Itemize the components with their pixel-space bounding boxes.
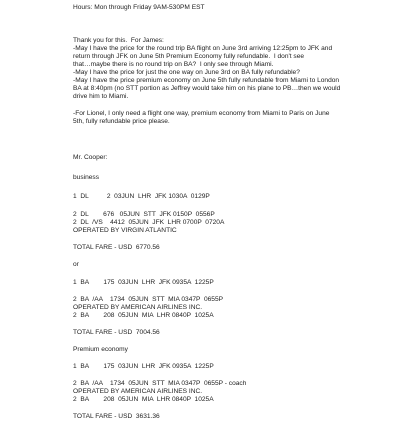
hours-line: Hours: Mon through Friday 9AM-530PM EST <box>73 4 205 11</box>
flight-segment: 1 BA 175 03JUN LHR JFK 0935A 1225P <box>73 279 214 286</box>
request-line: -May I have the price premium economy on June 5th fully refundable from Miami to London <box>73 77 340 84</box>
total-fare: TOTAL FARE - USD 6770.56 <box>73 244 160 251</box>
operated-by-note: OPERATED BY AMERICAN AIRLINES INC. <box>73 304 203 311</box>
separator-word: or <box>73 261 79 268</box>
lionel-request-line: 5th, fully refundable price please. <box>73 118 170 125</box>
request-line: BA at 8:40pm (no STT portion as Jeffrey would take him on his plane to PB…then we would <box>73 85 341 92</box>
total-fare: TOTAL FARE - USD 7004.56 <box>73 329 160 336</box>
salutation: Mr. Cooper: <box>73 154 108 161</box>
section-heading: business <box>73 174 100 181</box>
total-fare: TOTAL FARE - USD 3631.36 <box>73 413 160 420</box>
request-line: return through JFK on June 5th Premium Economy fully refundable. I don't see <box>73 53 305 60</box>
flight-segment: 1 BA 175 03JUN LHR JFK 0935A 1225P <box>73 363 214 370</box>
flight-segment: 2 BA 208 05JUN MIA LHR 0840P 1025A <box>73 312 214 319</box>
flight-segment: 1 DL 2 03JUN LHR JFK 1030A 0129P <box>73 193 210 200</box>
flight-segment: 2 BA /AA 1734 05JUN STT MIA 0347P 0655P - coach <box>73 380 247 387</box>
operated-by-note: OPERATED BY AMERICAN AIRLINES INC. <box>73 388 203 395</box>
section-heading: Premium economy <box>73 346 128 353</box>
flight-segment: 2 BA 208 05JUN MIA LHR 0840P 1025A <box>73 396 214 403</box>
request-line: drive him to Miami. <box>73 93 129 100</box>
flight-segment: 2 DL 676 05JUN STT JFK 0150P 0556P <box>73 211 215 218</box>
flight-segment: 2 BA /AA 1734 05JUN STT MIA 0347P 0655P <box>73 296 224 303</box>
request-line: -May I have the price for just the one way on June 3rd on BA fully refundable? <box>73 69 300 76</box>
operated-by-note: OPERATED BY VIRGIN ATLANTIC <box>73 227 177 234</box>
request-line: -May I have the price for the round trip BA flight on June 3rd arriving 12:25pm to JFK and <box>73 45 333 52</box>
flight-segment: 2 DL /VS 4412 05JUN JFK LHR 0700P 0720A <box>73 219 225 226</box>
request-line: that…maybe there is no round trip on BA? I only see through Miami. <box>73 61 274 68</box>
lionel-request-line: -For Lionel, I only need a flight one way, premium economy from Miami to Paris on June <box>73 110 330 117</box>
thanks-line: Thank you for this. For James: <box>73 37 164 44</box>
